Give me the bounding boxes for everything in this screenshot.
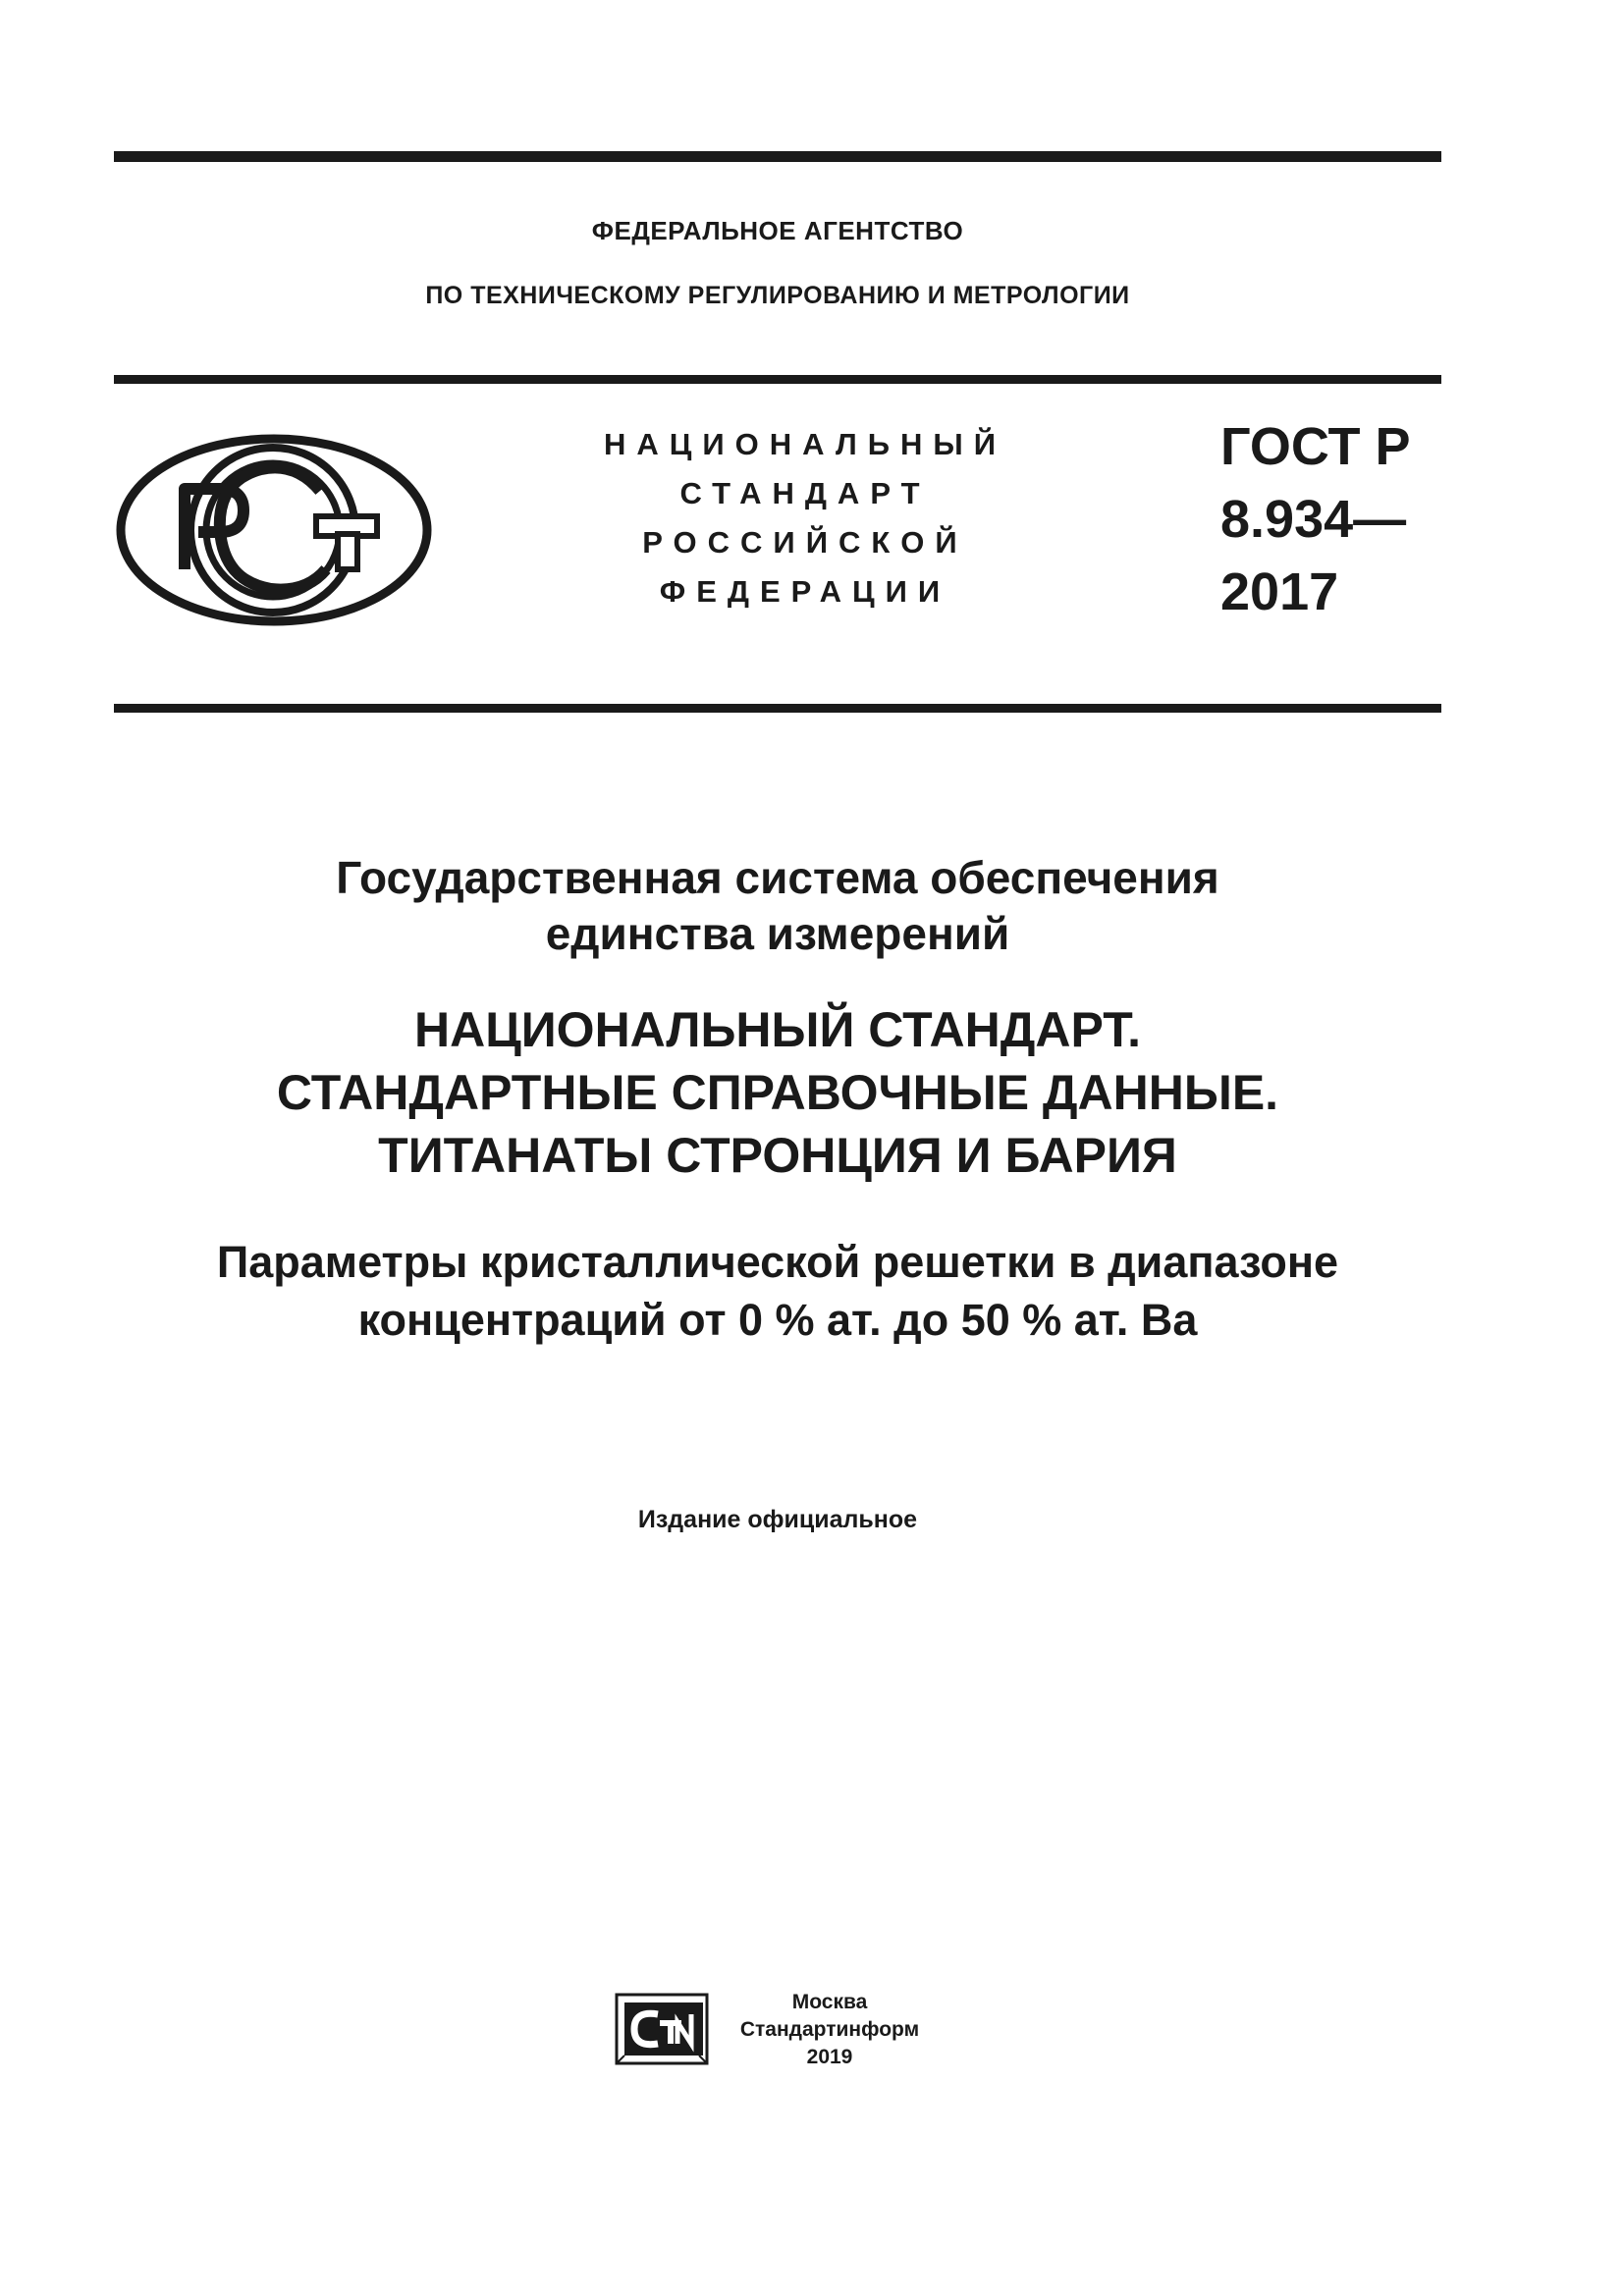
main-title-line-2: СТАНДАРТНЫЕ СПРАВОЧНЫЕ ДАННЫЕ. [276, 1065, 1279, 1120]
national-standard-line-2: СТАНДАРТ [679, 476, 931, 510]
main-title-line-1: НАЦИОНАЛЬНЫЙ СТАНДАРТ. [414, 1002, 1141, 1057]
national-standard-line-4: ФЕДЕРАЦИИ [659, 574, 951, 609]
publisher-name: Стандартинформ [739, 2018, 920, 2041]
national-standard-line-1: НАЦИОНАЛЬНЫЙ [603, 427, 1007, 461]
national-standard-line-3: РОССИЙСКОЙ [642, 525, 968, 560]
series-title-line-1: Государственная система обеспечения [336, 852, 1219, 903]
top-rule [114, 151, 1441, 162]
official-edition-label: Издание официальное [637, 1506, 918, 1533]
publisher-city: Москва [791, 1991, 868, 2013]
standard-designation: ГОСТ Р 8.934— 2017 [1220, 417, 1411, 621]
subtitle-line-2: концентраций от 0 % ат. до 50 % ат. Ba [357, 1295, 1198, 1345]
middle-rule [114, 375, 1441, 384]
publisher-block [731, 1989, 928, 2071]
standartinform-logo-icon [615, 1993, 709, 2069]
subtitle-line-1: Параметры кристаллической решетки в диапазоне [216, 1237, 1339, 1287]
rst-certification-mark-icon [114, 432, 434, 628]
agency-line-2: ПО ТЕХНИЧЕСКОМУ РЕГУЛИРОВАНИЮ И МЕТРОЛОГИИ [425, 282, 1130, 309]
agency-line-1: ФЕДЕРАЛЬНОЕ АГЕНТСТВО [591, 216, 964, 245]
bottom-rule [114, 704, 1441, 713]
publication-year: 2019 [806, 2046, 853, 2068]
main-title-line-3: ТИТАНАТЫ СТРОНЦИЯ И БАРИЯ [378, 1128, 1177, 1183]
series-title-line-2: единства измерений [545, 908, 1010, 959]
